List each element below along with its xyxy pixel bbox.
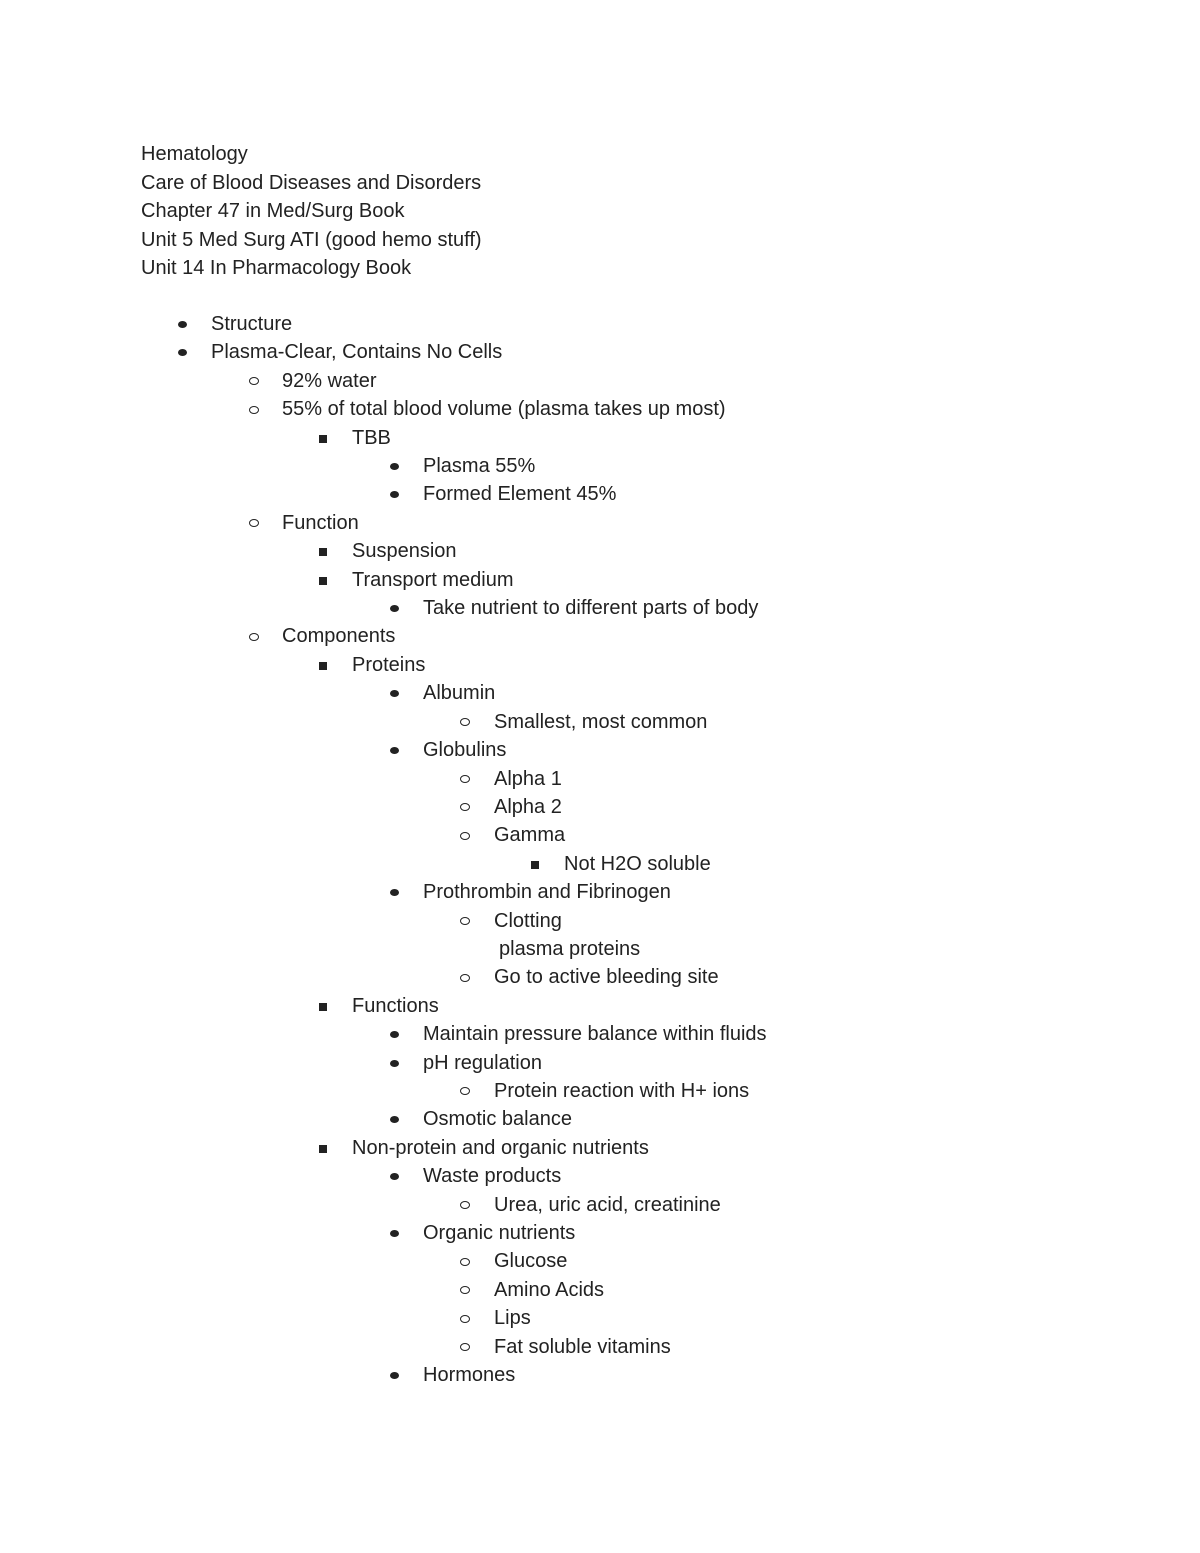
outline-item <box>0 736 1200 764</box>
outline-item <box>0 992 1200 1020</box>
outline-item <box>0 1049 1200 1077</box>
outline-item <box>0 1276 1200 1304</box>
square-bullet-icon <box>531 861 539 869</box>
outline-item <box>0 651 1200 679</box>
outline-item-text: Amino Acids <box>494 1278 605 1301</box>
circle-bullet-icon <box>249 406 259 414</box>
outline-item <box>0 679 1200 707</box>
document-subtitle: Care of Blood Diseases and Disorders <box>141 171 482 194</box>
reference-line: Chapter 47 in Med/Surg Book <box>141 200 405 222</box>
disc-bullet-icon <box>390 605 399 612</box>
outline-item-text: Transport medium <box>352 568 514 591</box>
outline-item-text: 55% of total blood volume (plasma takes up most) <box>282 398 726 421</box>
outline-item-text: Smallest, most common <box>494 710 708 733</box>
outline-item-text: Plasma 55% <box>423 455 536 478</box>
outline-item-text: Waste products <box>423 1165 562 1188</box>
square-bullet-icon <box>319 1003 327 1011</box>
outline-item <box>0 395 1200 423</box>
outline-item <box>0 537 1200 565</box>
disc-bullet-icon <box>178 349 187 356</box>
outline-item <box>0 963 1200 991</box>
outline-item-text: Alpha 1 <box>494 767 562 790</box>
outline-item <box>0 480 1200 508</box>
outline-item-text: Glucose <box>494 1250 568 1273</box>
outline-item-text: Globulins <box>423 739 507 762</box>
outline-item <box>0 1020 1200 1048</box>
circle-bullet-icon <box>460 718 470 726</box>
circle-bullet-icon <box>460 1343 470 1351</box>
outline-item-text: Osmotic balance <box>423 1108 572 1131</box>
outline-item <box>0 1333 1200 1361</box>
outline-item-text: Go to active bleeding site <box>494 966 719 989</box>
outline-item-text: Functions <box>352 994 439 1017</box>
outline-item-text: Formed Element 45% <box>423 483 617 506</box>
disc-bullet-icon <box>390 1116 399 1123</box>
outline-item-text: Suspension <box>352 540 457 563</box>
disc-bullet-icon <box>178 321 187 328</box>
outline-item <box>0 594 1200 622</box>
document-title: Hematology <box>141 143 248 165</box>
circle-bullet-icon <box>460 1201 470 1209</box>
circle-bullet-icon <box>249 377 259 385</box>
outline-item <box>0 708 1200 736</box>
square-bullet-icon <box>319 1145 327 1153</box>
circle-bullet-icon <box>460 917 470 925</box>
circle-bullet-icon <box>460 974 470 982</box>
outline-item <box>0 878 1200 906</box>
disc-bullet-icon <box>390 1230 399 1237</box>
outline-item-text: Proteins <box>352 653 426 676</box>
outline-item-text: Components <box>282 625 396 648</box>
square-bullet-icon <box>319 577 327 585</box>
outline-item-text: Non-protein and organic nutrients <box>352 1136 649 1159</box>
outline-item <box>0 1361 1200 1389</box>
outline-item <box>0 1247 1200 1275</box>
outline-item-text: Albumin <box>423 682 496 705</box>
outline-item <box>0 1134 1200 1162</box>
disc-bullet-icon <box>390 491 399 498</box>
disc-bullet-icon <box>390 1173 399 1180</box>
outline-item <box>0 452 1200 480</box>
outline-item <box>0 1105 1200 1133</box>
outline-item-text: 92% water <box>282 369 377 392</box>
outline-item-text: Function <box>282 511 359 534</box>
disc-bullet-icon <box>390 889 399 896</box>
square-bullet-icon <box>319 662 327 670</box>
disc-bullet-icon <box>390 747 399 754</box>
outline-item <box>0 566 1200 594</box>
outline-item <box>0 1304 1200 1332</box>
outline-item-text: Hormones <box>423 1364 516 1387</box>
outline-item <box>0 821 1200 849</box>
outline-item <box>0 424 1200 452</box>
outline-item-text: plasma proteins <box>499 937 641 960</box>
outline-item-text: pH regulation <box>423 1051 542 1074</box>
outline-item-text: Structure <box>211 313 293 335</box>
outline-item <box>0 935 1200 963</box>
outline-item-text: Urea, uric acid, creatinine <box>494 1193 721 1216</box>
outline-item <box>0 1219 1200 1247</box>
document-header <box>141 140 482 283</box>
outline-item <box>0 338 1200 366</box>
outline-item-text: Clotting <box>494 909 562 932</box>
outline-item-text: Take nutrient to different parts of body <box>423 597 759 620</box>
circle-bullet-icon <box>249 519 259 527</box>
outline-item <box>0 907 1200 935</box>
disc-bullet-icon <box>390 1031 399 1038</box>
square-bullet-icon <box>319 435 327 443</box>
reference-line: Unit 5 Med Surg ATI (good hemo stuff) <box>141 228 482 251</box>
outline-item-text: Maintain pressure balance within fluids <box>423 1023 767 1046</box>
outline-item <box>0 367 1200 395</box>
outline-item <box>0 1077 1200 1105</box>
outline-item-text: Prothrombin and Fibrinogen <box>423 881 671 904</box>
outline-item <box>0 1162 1200 1190</box>
outline-item <box>0 765 1200 793</box>
bullet-outline <box>0 310 1200 1389</box>
circle-bullet-icon <box>460 832 470 840</box>
disc-bullet-icon <box>390 1060 399 1067</box>
outline-item <box>0 509 1200 537</box>
outline-item-text: TBB <box>352 426 391 449</box>
outline-item <box>0 1191 1200 1219</box>
circle-bullet-icon <box>460 1258 470 1266</box>
circle-bullet-icon <box>460 1315 470 1323</box>
outline-item <box>0 310 1200 338</box>
outline-item <box>0 850 1200 878</box>
outline-item-text: Organic nutrients <box>423 1222 576 1244</box>
disc-bullet-icon <box>390 690 399 697</box>
outline-item-text: Alpha 2 <box>494 795 562 818</box>
outline-item-text: Fat soluble vitamins <box>494 1335 671 1358</box>
circle-bullet-icon <box>249 633 259 641</box>
outline-item <box>0 622 1200 650</box>
circle-bullet-icon <box>460 803 470 811</box>
outline-item-text: Protein reaction with H+ ions <box>494 1079 750 1102</box>
outline-item-text: Gamma <box>494 824 566 847</box>
disc-bullet-icon <box>390 1372 399 1379</box>
outline-item-text: Plasma-Clear, Contains No Cells <box>211 341 503 364</box>
square-bullet-icon <box>319 548 327 556</box>
circle-bullet-icon <box>460 1286 470 1294</box>
outline-item-text: Lips <box>494 1307 531 1330</box>
reference-line: Unit 14 In Pharmacology Book <box>141 257 412 279</box>
disc-bullet-icon <box>390 463 399 470</box>
circle-bullet-icon <box>460 1087 470 1095</box>
outline-item-text: Not H2O soluble <box>564 852 711 875</box>
outline-item <box>0 793 1200 821</box>
circle-bullet-icon <box>460 775 470 783</box>
